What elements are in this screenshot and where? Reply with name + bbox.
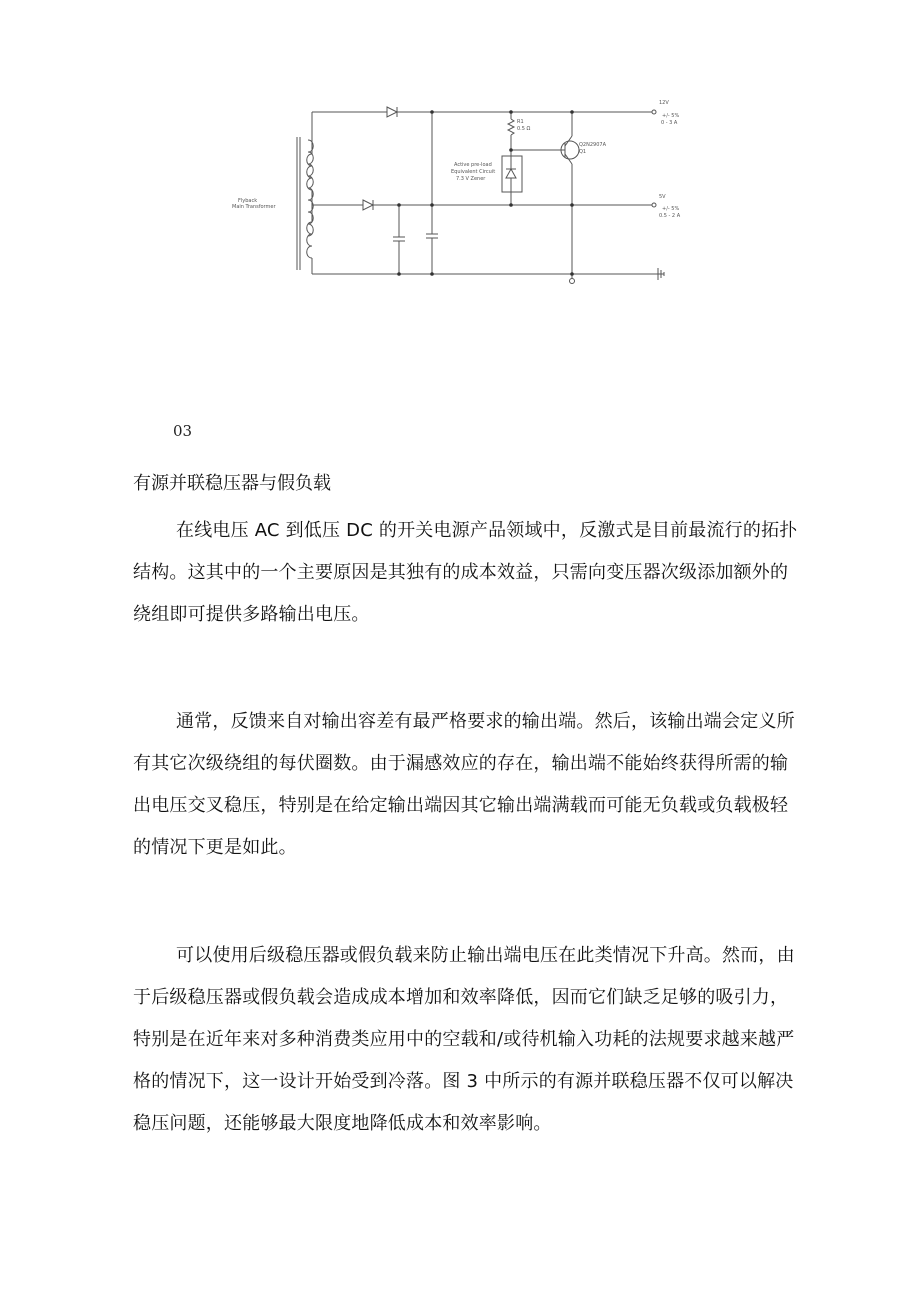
resistor-r1 — [508, 119, 514, 135]
zener-label-1: Active pre-load — [454, 162, 492, 168]
test-point — [570, 279, 575, 284]
junction-dot — [509, 110, 513, 114]
resistor-value: 0.5 Ω — [517, 126, 531, 132]
transistor-ref: Q1 — [579, 149, 587, 155]
out2-voltage: 5V — [659, 194, 666, 200]
junction-dot — [397, 272, 401, 276]
schematic-svg — [222, 92, 690, 300]
junction-dot — [570, 110, 574, 114]
paragraph-3: 可以使用后级稳压器或假负载来防止输出端电压在此类情况下升高。然而，由于后级稳压器或假负载会造成成本增加和效率降低，因而它们缺乏足够的吸引力，特别是在近年来对多种消费类应用中的空载和/或待机输入功耗的法规要求越来越严格的情况下，这一设计开始受到冷落。图 3 中所示的有源并联稳压器不仅可以解决稳压问题，还能够最大限度地降低成本和效率影响。 — [133, 945, 795, 1134]
junction-dot — [509, 203, 513, 207]
out1-tolerance: +/- 5% — [662, 113, 680, 119]
paragraph-2: 通常，反馈来自对输出容差有最严格要求的输出端。然后，该输出端会定义所有其它次级绕组的每伏圈数。由于漏感效应的存在，输出端不能始终获得所需的输出电压交叉稳压，特别是在给定输出端因其它输出端满载而可能无负载或负载极轻的情况下更是如此。 — [133, 711, 795, 858]
junction-dot — [430, 203, 434, 207]
diode-12v — [387, 107, 397, 117]
resistor-ref: R1 — [517, 119, 524, 125]
out1-voltage: 12V — [659, 100, 669, 106]
secondary-winding — [307, 154, 312, 258]
out1-current: 0 - 3 A — [661, 120, 678, 126]
transistor-part: Q2N2907A — [579, 142, 607, 148]
out2-current: 0.5 - 2 A — [659, 213, 681, 219]
diode-5v — [363, 200, 373, 210]
terminal-5v — [652, 203, 656, 207]
junction-dot — [570, 203, 574, 207]
out2-tolerance: +/- 5% — [662, 206, 680, 212]
junction-dot — [397, 203, 401, 207]
junction-dot — [509, 148, 513, 152]
section-title: 有源并联稳压器与假负载 — [133, 473, 331, 494]
zener-diode — [506, 169, 516, 178]
junction-dot — [430, 110, 434, 114]
transformer-label-2: Main Transformer — [232, 204, 276, 210]
terminal-12v — [652, 110, 656, 114]
junction-dot — [570, 272, 574, 276]
paragraph-1: 在线电压 AC 到低压 DC 的开关电源产品领域中，反激式是目前最流行的拓扑结构。这其中的一个主要原因是其独有的成本效益，只需向变压器次级添加额外的绕组即可提供多路输出电压。 — [133, 520, 798, 625]
transformer-label-1: Flyback — [238, 198, 258, 204]
zener-label-3: 7.3 V Zener — [456, 176, 486, 182]
section-number: 03 — [173, 422, 193, 440]
zener-label-2: Equivalent Circuit — [451, 169, 496, 175]
circuit-schematic — [222, 92, 690, 300]
junction-dot — [430, 272, 434, 276]
